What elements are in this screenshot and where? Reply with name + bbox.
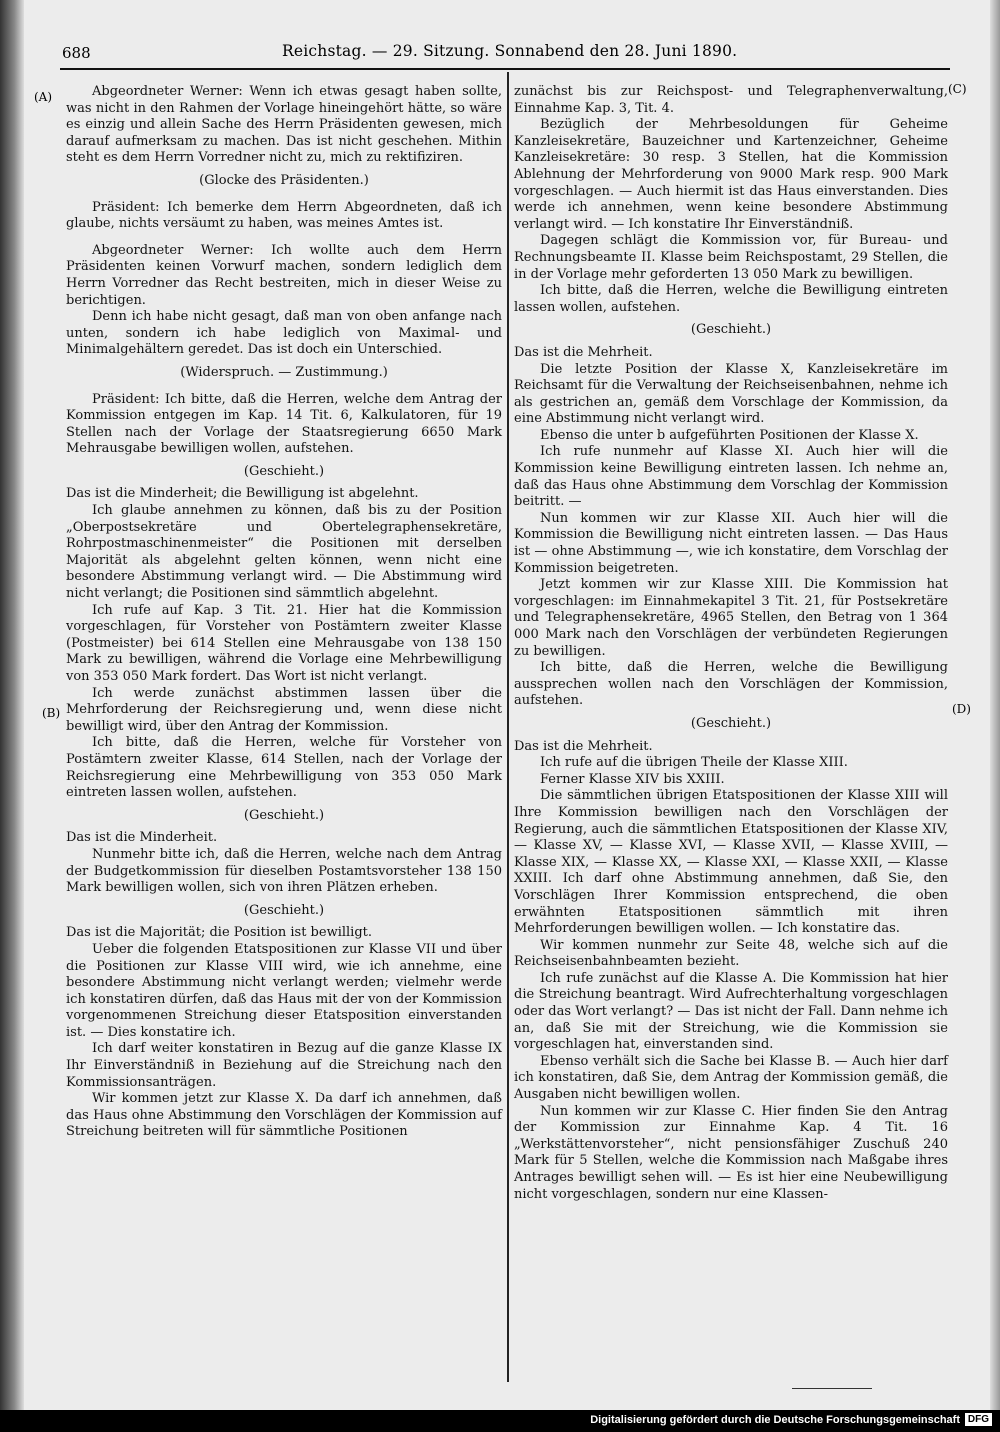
margin-marker-d: (D) [952,702,971,716]
paragraph: (Widerspruch. — Zustimmung.) [180,364,388,380]
paragraph: (Geschieht.) [243,902,325,918]
paragraph: Das ist die Mehrheit. [514,738,653,754]
scan-edge-left [0,0,24,1410]
paragraph: Ich rufe auf die übrigen Theile der Klasse XIII. [540,755,848,771]
paragraph: Die letzte Position der Klasse X, Kanzleisekretäre im Reichsamt für die Verwaltung der Reichseisenbahnen, nehme ich als gestrichen an, gemäß dem Vorschlage der Kommission, da eine Abstimmung nicht verlangt wird. [514,361,948,427]
paragraph: Abgeordneter Werner: Wenn ich etwas gesagt haben sollte, was nicht in den Rahmen der Vorlage hineingehört hätte, so wäre es einzig und allein Sache des Herrn Präsidenten gewesen, mich darauf aufmerksam zu machen. Das ist nicht geschehen. Mithin steht es dem Herrn Vorredner nicht zu, mich zu rektifiziren. [66,84,502,166]
paragraph: Die sämmtlichen übrigen Etatspositionen der Klasse XIII will Ihre Kommission bewilligen nach den Vorschlägen der Regierung, auch die sämmtlichen Etatspositionen der Klasse XIV, — Klasse XV, — Klasse XVI, — Klasse XVII, — Klasse XVIII, — Klasse XIX, — Klasse XX, — Klasse XXI, — Klasse XXII, — Klasse XXIII. Ich darf ohne Abstimmung annehmen, daß Sie, den Vorschlägen Ihrer Kommission entsprechend, die oben erwähnten Etatspositionen sämmtlich mit ihren Mehrforderungen bewilligen wollen. — Ich konstatire das. [514,788,948,937]
paragraph: Ich rufe auf Kap. 3 Tit. 21. Hier hat die Kommission vorgeschlagen, für Vorsteher von Postämtern zweiter Klasse (Postmeister) bei 614 Stellen eine Mehrausgabe von 138 150 Mark zu bewilligen, während die Vorlage eine Mehrbewilligung von 353 050 Mark fordert. Das Wort ist nicht verlangt. [66,602,502,684]
footer-credit: Digitalisierung gefördert durch die Deutsche Forschungsgemeinschaft [590,1414,960,1426]
margin-marker-a: (A) [34,90,53,104]
paragraph: (Geschieht.) [690,322,772,338]
paragraph: Wir kommen jetzt zur Klasse X. Da darf ich annehmen, daß das Haus ohne Abstimmung den Vorschlägen der Kommission auf Streichung beitreten will für sämmtliche Positionen [66,1091,502,1140]
paragraph: Ebenso die unter b aufgeführten Positionen der Klasse X. [540,427,919,443]
paragraph: Dagegen schlägt die Kommission vor, für Bureau- und Rechnungsbeamte II. Klasse beim Reichspostamt, 29 Stellen, die in der Vorlage mehr geforderten 13 050 Mark zu bewilligen. [514,233,948,282]
footnote-rule [792,1388,872,1389]
paragraph: Jetzt kommen wir zur Klasse XIII. Die Kommission hat vorgeschlagen: im Einnahmekapitel 3 Tit. 21, für Postsekretäre und Telegraphensekretäre, 4965 Stellen, den Betrag von 1 364 000 Mark nach den Vorschlägen der verbündeten Regierungen zu bewilligen. [514,577,948,659]
paragraph: zunächst bis zur Reichspost- und Telegraphenverwaltung, Einnahme Kap. 3, Tit. 4. [514,84,948,116]
paragraph: Präsident: Ich bemerke dem Herrn Abgeordneten, daß ich glaube, nichts versäumt zu haben, was meines Amtes ist. [66,199,502,232]
paragraph: Ich glaube annehmen zu können, daß bis zu der Position „Oberpostsekretäre und Obertelegraphensekretäre, Rohrpostmaschinenmeister“ die Positionen mit derselben Majorität als abgelehnt gelten können, wenn nicht eine besondere Abstimmung verlangt wird. — Die Abstimmung wird nicht verlangt; die Positionen sind sämmtlich abgelehnt. [66,503,502,602]
paragraph: Das ist die Mehrheit. [514,344,653,360]
paragraph: Abgeordneter Werner: Ich wollte auch dem Herrn Präsidenten keinen Vorwurf machen, sondern lediglich dem Herrn Vorredner das Recht bestreiten, mich in dieser Weise zu berichtigen. [66,242,502,308]
paragraph: Wir kommen nunmehr zur Seite 48, welche sich auf die Reichseisenbahnbeamten bezieht. [514,937,948,970]
paragraph: (Geschieht.) [243,807,325,823]
paragraph: Bezüglich der Mehrbesoldungen für Geheime Kanzleisekretäre, Bauzeichner und Kartenzeichner, Geheime Kanzleisekretäre: 30 resp. 3 Stellen, hat die Kommission Ablehnung der Mehrforderung von 9000 Mark resp. 900 Mark vorgeschlagen. — Auch hiermit ist das Haus einverstanden. Dies werde ich annehmen, wenn keine besondere Abstimmung verlangt wird. — Ich konstatire Ihr Einverständniß. [514,117,948,232]
paragraph: Ich rufe zunächst auf die Klasse A. Die Kommission hat hier die Streichung beantragt. Wird Aufrechterhaltung vorgeschlagen oder das Wort verlangt? — Das ist nicht der Fall. Dann nehme ich an, daß Sie mit der Streichung, wie die Kommission sie vorgeschlagen hat, einverstanden sind. [514,970,948,1053]
paragraph: Ich rufe nunmehr auf Klasse XI. Auch hier will die Kommission keine Bewilligung eintreten lassen. Ich nehme an, daß das Haus ohne Abstimmung dem Vorschlag der Kommission beitritt. — [514,444,948,510]
paragraph: Ferner Klasse XIV bis XXIII. [540,771,725,787]
paragraph: Denn ich habe nicht gesagt, daß man von oben anfange nach unten, sondern ich habe lediglich von Maximal- und Minimalgehältern geredet. Das ist doch ein Unterschied. [66,309,502,358]
right-column [514,84,948,1203]
paragraph: Das ist die Majorität; die Position ist bewilligt. [66,925,373,941]
paragraph: (Geschieht.) [243,463,325,479]
page-number: 688 [62,44,91,62]
paragraph: Ich darf weiter konstatiren in Bezug auf die ganze Klasse IX Ihr Einverständniß in Beziehung auf die Streichung nach den Kommissionsanträgen. [66,1041,502,1090]
paragraph: Präsident: Ich bitte, daß die Herren, welche dem Antrag der Kommission entgegen im Kap. 14 Tit. 6, Kalkulatoren, für 19 Stellen nach der Vorlage der Staatsregierung 6650 Mark Mehrausgabe bewilligen wollen, aufstehen. [66,391,502,457]
dfg-logo: DFG [965,1413,992,1426]
paragraph: Ich bitte, daß die Herren, welche für Vorsteher von Postämtern zweiter Klasse, 614 Stellen, nach der Vorlage der Reichsregierung eine Mehrbewilligung von 353 050 Mark eintreten lassen wollen, aufstehen. [66,735,502,801]
paragraph: Ich bitte, daß die Herren, welche die Bewilligung aussprechen wollen nach den Vorschlägen der Kommission, aufstehen. [514,660,948,709]
paragraph: Ich bitte, daß die Herren, welche die Bewilligung eintreten lassen wollen, aufstehen. [514,283,948,315]
paragraph: Nunmehr bitte ich, daß die Herren, welche nach dem Antrag der Budgetkommission für dieselben Postamtsvorsteher 138 150 Mark bewilligen wollen, sich von ihren Plätzen erheben. [66,846,502,896]
paragraph: (Glocke des Präsidenten.) [199,172,369,188]
running-title: Reichstag. — 29. Sitzung. Sonnabend den 28. Juni 1890. [282,42,738,60]
left-column [66,84,502,1141]
footer-bar [0,1410,1000,1432]
paragraph: Nun kommen wir zur Klasse XII. Auch hier will die Kommission die Bewilligung nicht eintreten lassen. — Das Haus ist — ohne Abstimmung —, wie ich konstatire, dem Vorschlag der Kommission beigetreten. [514,510,948,576]
header-rule [60,68,950,70]
scan-edge-right [990,0,1000,1410]
paragraph: Das ist die Minderheit. [66,830,218,846]
paragraph: Ich werde zunächst abstimmen lassen über die Mehrforderung der Reichsregierung und, wenn diese nicht bewilligt wird, über den Antrag der Kommission. [66,685,502,734]
column-rule [507,72,509,1382]
paragraph: Nun kommen wir zur Klasse C. Hier finden Sie den Antrag der Kommission zur Einnahme Kap. 4 Tit. 16 „Werkstättenvorsteher“, nicht pensionsfähiger Zuschuß 240 Mark für 5 Stellen, welche die Kommission nach Maßgabe ihres Antrages bewilligt sehen will. — Es ist hier eine Neubewilligung nicht vorgeschlagen, sondern nur eine Klassen- [514,1103,948,1202]
margin-marker-b: (B) [42,706,61,720]
paragraph: Ueber die folgenden Etatspositionen zur Klasse VII und über die Positionen zur Klasse VIII wird, wie ich annehme, eine besondere Abstimmung nicht verlangt werden; vielmehr werde ich konstatiren dürfen, daß das Haus mit der von der Kommission vorgenommenen Streichung dieser Etatsposition einverstanden ist. — Dies konstatire ich. [66,941,502,1040]
margin-marker-c: (C) [948,82,967,96]
paragraph: Ebenso verhält sich die Sache bei Klasse B. — Auch hier darf ich konstatiren, daß Sie, dem Antrag der Kommission gemäß, die Ausgaben nicht bewilligen wollen. [514,1053,948,1103]
paragraph: (Geschieht.) [690,715,772,731]
paragraph: Das ist die Minderheit; die Bewilligung ist abgelehnt. [66,486,419,502]
